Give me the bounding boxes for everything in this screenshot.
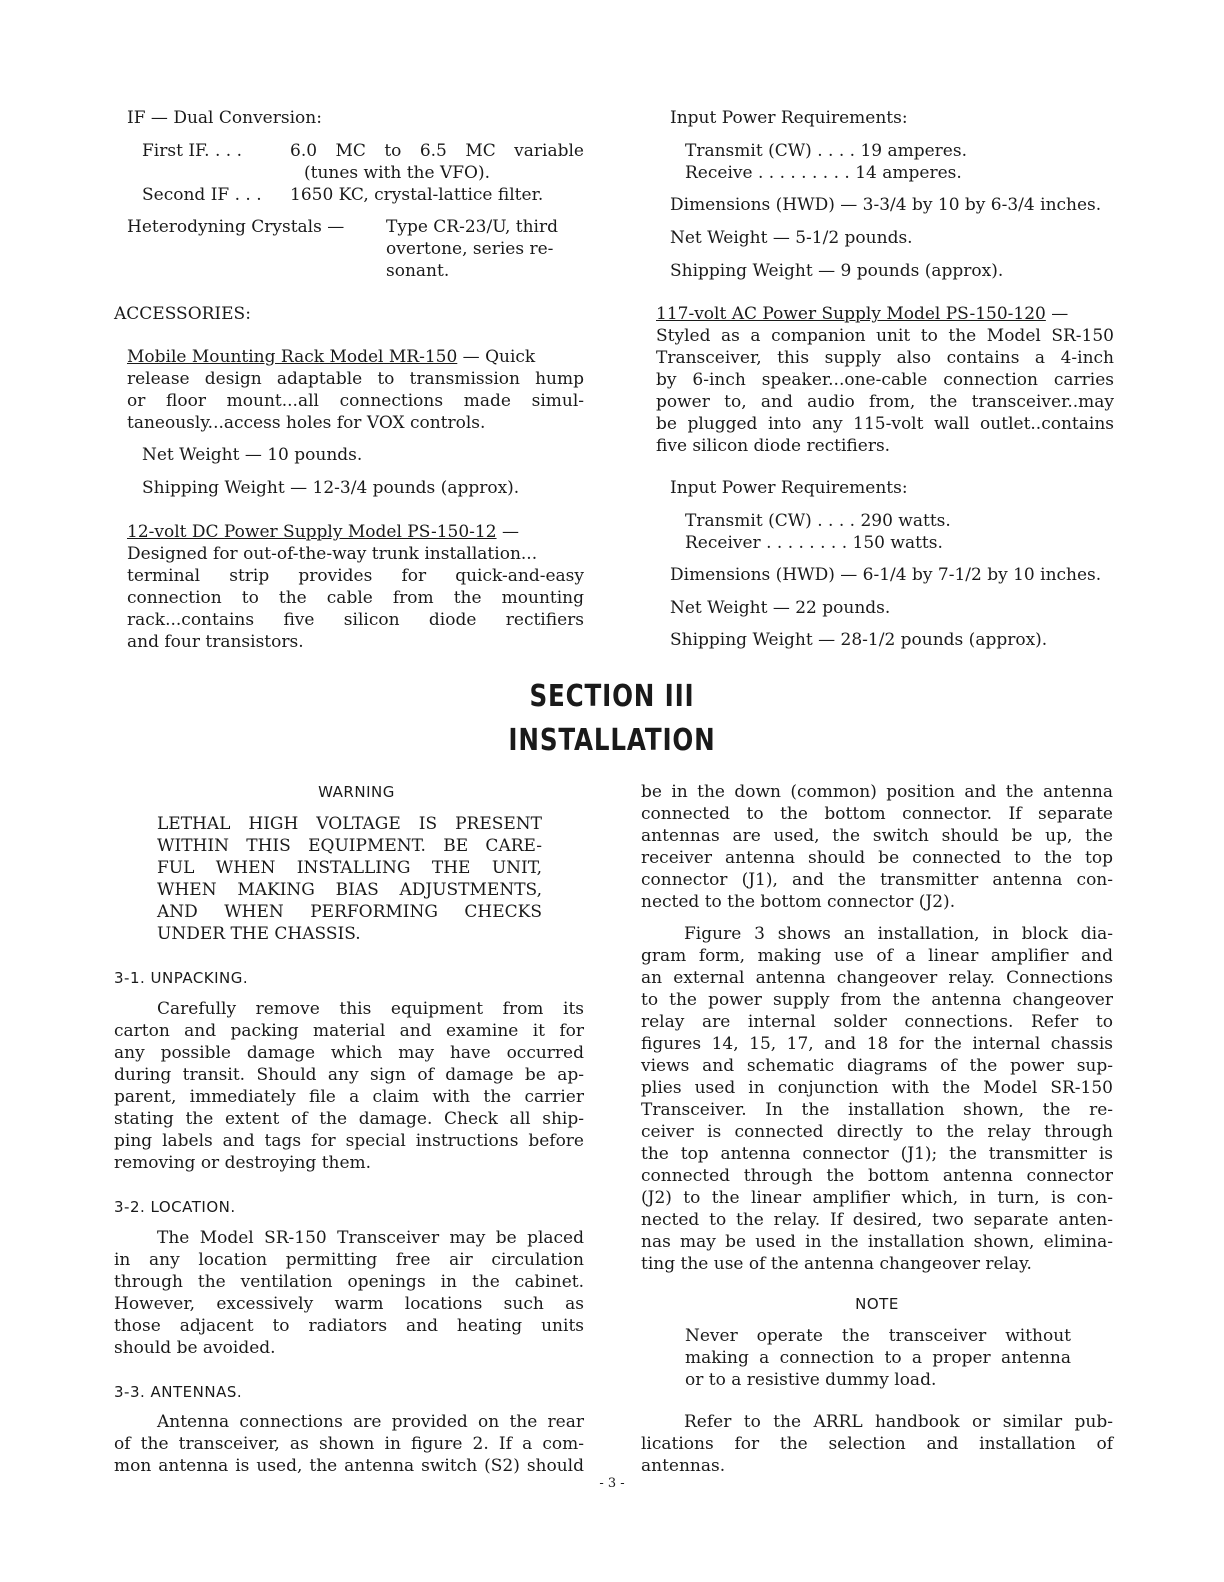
warning-line: WHEN MAKING BIAS ADJUSTMENTS,: [157, 880, 542, 900]
warning-block: [157, 813, 542, 945]
ps120-title-line: [656, 303, 1114, 325]
accessories-heading: ACCESSORIES:: [114, 304, 251, 324]
para2-line: an external antenna changeover relay. Connections: [641, 968, 1113, 988]
note-line: making a connection to a proper antenna: [685, 1348, 1071, 1368]
location-heading: 3-2. LOCATION.: [114, 1198, 236, 1216]
note-block: [685, 1325, 1071, 1391]
para1-line: receiver antenna should be connected to the top: [641, 848, 1113, 868]
ps120-line: by 6-inch speaker...one-cable connection carries: [656, 370, 1114, 390]
ps120-line: Transceiver, this supply also contains a 4-inch: [656, 348, 1114, 368]
section-subtitle: INSTALLATION: [508, 723, 716, 758]
mr150-line: or floor mount...all connections made simul-: [127, 391, 584, 411]
note-line: Never operate the transceiver without: [685, 1326, 1071, 1346]
warning-heading: WARNING: [318, 783, 395, 801]
para2-line: nected to the relay. If desired, two separate anten-: [641, 1210, 1113, 1230]
unpacking-line: Carefully remove this equipment from its: [157, 999, 584, 1019]
para1-line: antennas are used, the switch should be up, the: [641, 826, 1113, 846]
unpacking-heading: 3-1. UNPACKING.: [114, 969, 249, 987]
para3-line: lications for the selection and installation of: [641, 1434, 1113, 1454]
mr150-net-weight: Net Weight — 10 pounds.: [142, 445, 363, 465]
unpacking-line: stating the extent of the damage. Check all ship-: [114, 1109, 584, 1129]
first-if-label: First IF. . . .: [142, 141, 243, 161]
first-if-value-cont: (tunes with the VFO).: [304, 163, 491, 183]
input-power-heading: Input Power Requirements:: [670, 108, 908, 128]
ps12-line: and four transistors.: [127, 632, 304, 652]
unpacking-line: ping labels and tags for special instructions before: [114, 1131, 584, 1151]
para2-line: ceiver is connected directly to the relay through: [641, 1122, 1113, 1142]
note-line: or to a resistive dummy load.: [685, 1370, 937, 1390]
mr150-block: [127, 346, 584, 434]
antennas-heading: 3-3. ANTENNAS.: [114, 1383, 243, 1401]
location-paragraph: [114, 1227, 584, 1359]
mr150-shipping-weight: Shipping Weight — 12-3/4 pounds (approx).: [142, 478, 520, 498]
ps120-line: power to, and audio from, the transceiver..may: [656, 392, 1114, 412]
para2-line: the top antenna connector (J1); the transmitter is: [641, 1144, 1113, 1164]
para2-line: to the power supply from the antenna changeover: [641, 990, 1113, 1010]
mr150-line: release design adaptable to transmission hump: [127, 369, 584, 389]
ps12-title: 12-volt DC Power Supply Model PS-150-12: [127, 522, 497, 542]
para1-line: nected to the bottom connector (J2).: [641, 892, 956, 912]
first-if-value: 6.0 MC to 6.5 MC variable: [290, 141, 584, 161]
para3-line: Refer to the ARRL handbook or similar pub-: [684, 1412, 1113, 1432]
ps120-transmit-line: Transmit (CW) . . . . 290 watts.: [685, 511, 951, 531]
unpacking-paragraph: [114, 998, 584, 1174]
mr150-title-rest: — Quick: [457, 347, 536, 367]
page-number: - 3 -: [599, 1476, 625, 1491]
antennas-paragraph: [114, 1411, 584, 1477]
para2-line: relay are internal solder connections. Refer to: [641, 1012, 1113, 1032]
ps12-block: [127, 521, 584, 653]
para2-line: nas may be used in the installation shown, elimina-: [641, 1232, 1113, 1252]
ps120-dimensions: Dimensions (HWD) — 6-1/4 by 7-1/2 by 10 inches.: [670, 565, 1102, 585]
unpacking-line: removing or destroying them.: [114, 1153, 372, 1173]
figure3-paragraph: [641, 923, 1113, 1275]
antennas-line: Antenna connections are provided on the rear: [157, 1412, 584, 1432]
ps12-line: Designed for out-of-the-way trunk installation...: [127, 544, 538, 564]
ps120-line: Styled as a companion unit to the Model SR-150: [656, 326, 1114, 346]
receive-line: Receive . . . . . . . . . 14 amperes.: [685, 163, 962, 183]
ps120-title-rest: —: [1045, 304, 1069, 324]
para2-line: Figure 3 shows an installation, in block dia-: [684, 924, 1113, 944]
location-line: those adjacent to radiators and heating units: [114, 1316, 584, 1336]
arrl-paragraph: [641, 1411, 1113, 1477]
para2-line: plies used in conjunction with the Model SR-150: [641, 1078, 1113, 1098]
crystals-value-end: sonant.: [386, 261, 450, 281]
warning-line: LETHAL HIGH VOLTAGE IS PRESENT: [157, 814, 542, 834]
section-title: SECTION III: [529, 679, 695, 714]
ps12-line: connection to the cable from the mounting: [127, 588, 584, 608]
transmit-line: Transmit (CW) . . . . 19 amperes.: [685, 141, 967, 161]
location-line: in any location permitting free air circulation: [114, 1250, 584, 1270]
mr150-title-line: [127, 346, 584, 368]
location-line: should be avoided.: [114, 1338, 276, 1358]
ps120-line: be plugged into any 115-volt wall outlet..contains: [656, 414, 1114, 434]
antennas-line: mon antenna is used, the antenna switch (S2) should: [114, 1456, 584, 1476]
warning-line: WITHIN THIS EQUIPMENT. BE CARE-: [157, 836, 542, 856]
location-line: The Model SR-150 Transceiver may be placed: [157, 1228, 584, 1248]
mr150-line: taneously...access holes for VOX controls.: [127, 413, 486, 433]
note-heading: NOTE: [855, 1295, 899, 1313]
crystals-label: Heterodyning Crystals —: [127, 217, 345, 237]
ps120-shipping-weight: Shipping Weight — 28-1/2 pounds (approx).: [670, 630, 1048, 650]
antenna-switch-paragraph: [641, 781, 1113, 913]
ps120-block: [656, 303, 1114, 457]
para2-line: gram form, making use of a linear amplifier and: [641, 946, 1113, 966]
para1-line: connected to the bottom connector. If separate: [641, 804, 1113, 824]
location-line: However, excessively warm locations such as: [114, 1294, 584, 1314]
unpacking-line: during transit. Should any sign of damage be ap-: [114, 1065, 584, 1085]
para2-line: (J2) to the linear amplifier which, in turn, is con-: [641, 1188, 1113, 1208]
ps120-input-heading: Input Power Requirements:: [670, 478, 908, 498]
para2-line: Transceiver. In the installation shown, the re-: [641, 1100, 1113, 1120]
ps12-line: rack...contains five silicon diode rectifiers: [127, 610, 584, 630]
ps120-line: five silicon diode rectifiers.: [656, 436, 891, 456]
para2-line: ting the use of the antenna changeover relay.: [641, 1254, 1032, 1274]
warning-line: FUL WHEN INSTALLING THE UNIT,: [157, 858, 542, 878]
ps120-net-weight: Net Weight — 22 pounds.: [670, 598, 891, 618]
para2-line: figures 14, 15, 17, and 18 for the internal chassis: [641, 1034, 1113, 1054]
ps120-receiver-line: Receiver . . . . . . . . 150 watts.: [685, 533, 943, 553]
ps12-title-line: [127, 521, 584, 543]
crystals-value: Type CR-23/U, third: [386, 217, 559, 237]
ps120-title: 117-volt AC Power Supply Model PS-150-120: [656, 304, 1046, 324]
unpacking-line: parent, immediately file a claim with the carrier: [114, 1087, 584, 1107]
para3-line: antennas.: [641, 1456, 726, 1476]
para2-line: views and schematic diagrams of the power sup-: [641, 1056, 1113, 1076]
para1-line: connector (J1), and the transmitter antenna con-: [641, 870, 1113, 890]
if-heading: IF — Dual Conversion:: [127, 108, 322, 128]
ps12-title-rest: —: [496, 522, 519, 542]
unpacking-line: any possible damage which may have occurred: [114, 1043, 584, 1063]
net-weight: Net Weight — 5-1/2 pounds.: [670, 228, 913, 248]
ps12-line: terminal strip provides for quick-and-easy: [127, 566, 584, 586]
para2-line: connected through the bottom antenna connector: [641, 1166, 1113, 1186]
shipping-weight: Shipping Weight — 9 pounds (approx).: [670, 261, 1004, 281]
second-if-label: Second IF . . .: [142, 185, 262, 205]
unpacking-line: carton and packing material and examine it for: [114, 1021, 584, 1041]
para1-line: be in the down (common) position and the antenna: [641, 782, 1113, 802]
dimensions: Dimensions (HWD) — 3-3/4 by 10 by 6-3/4 inches.: [670, 195, 1102, 215]
crystals-value-cont: overtone, series re-: [386, 239, 554, 259]
location-line: through the ventilation openings in the cabinet.: [114, 1272, 584, 1292]
mr150-title: Mobile Mounting Rack Model MR-150: [127, 347, 458, 367]
second-if-value: 1650 KC, crystal-lattice filter.: [290, 185, 544, 205]
antennas-line: of the transceiver, as shown in figure 2. If a com-: [114, 1434, 584, 1454]
warning-line: AND WHEN PERFORMING CHECKS: [157, 902, 542, 922]
warning-line: UNDER THE CHASSIS.: [157, 924, 361, 944]
